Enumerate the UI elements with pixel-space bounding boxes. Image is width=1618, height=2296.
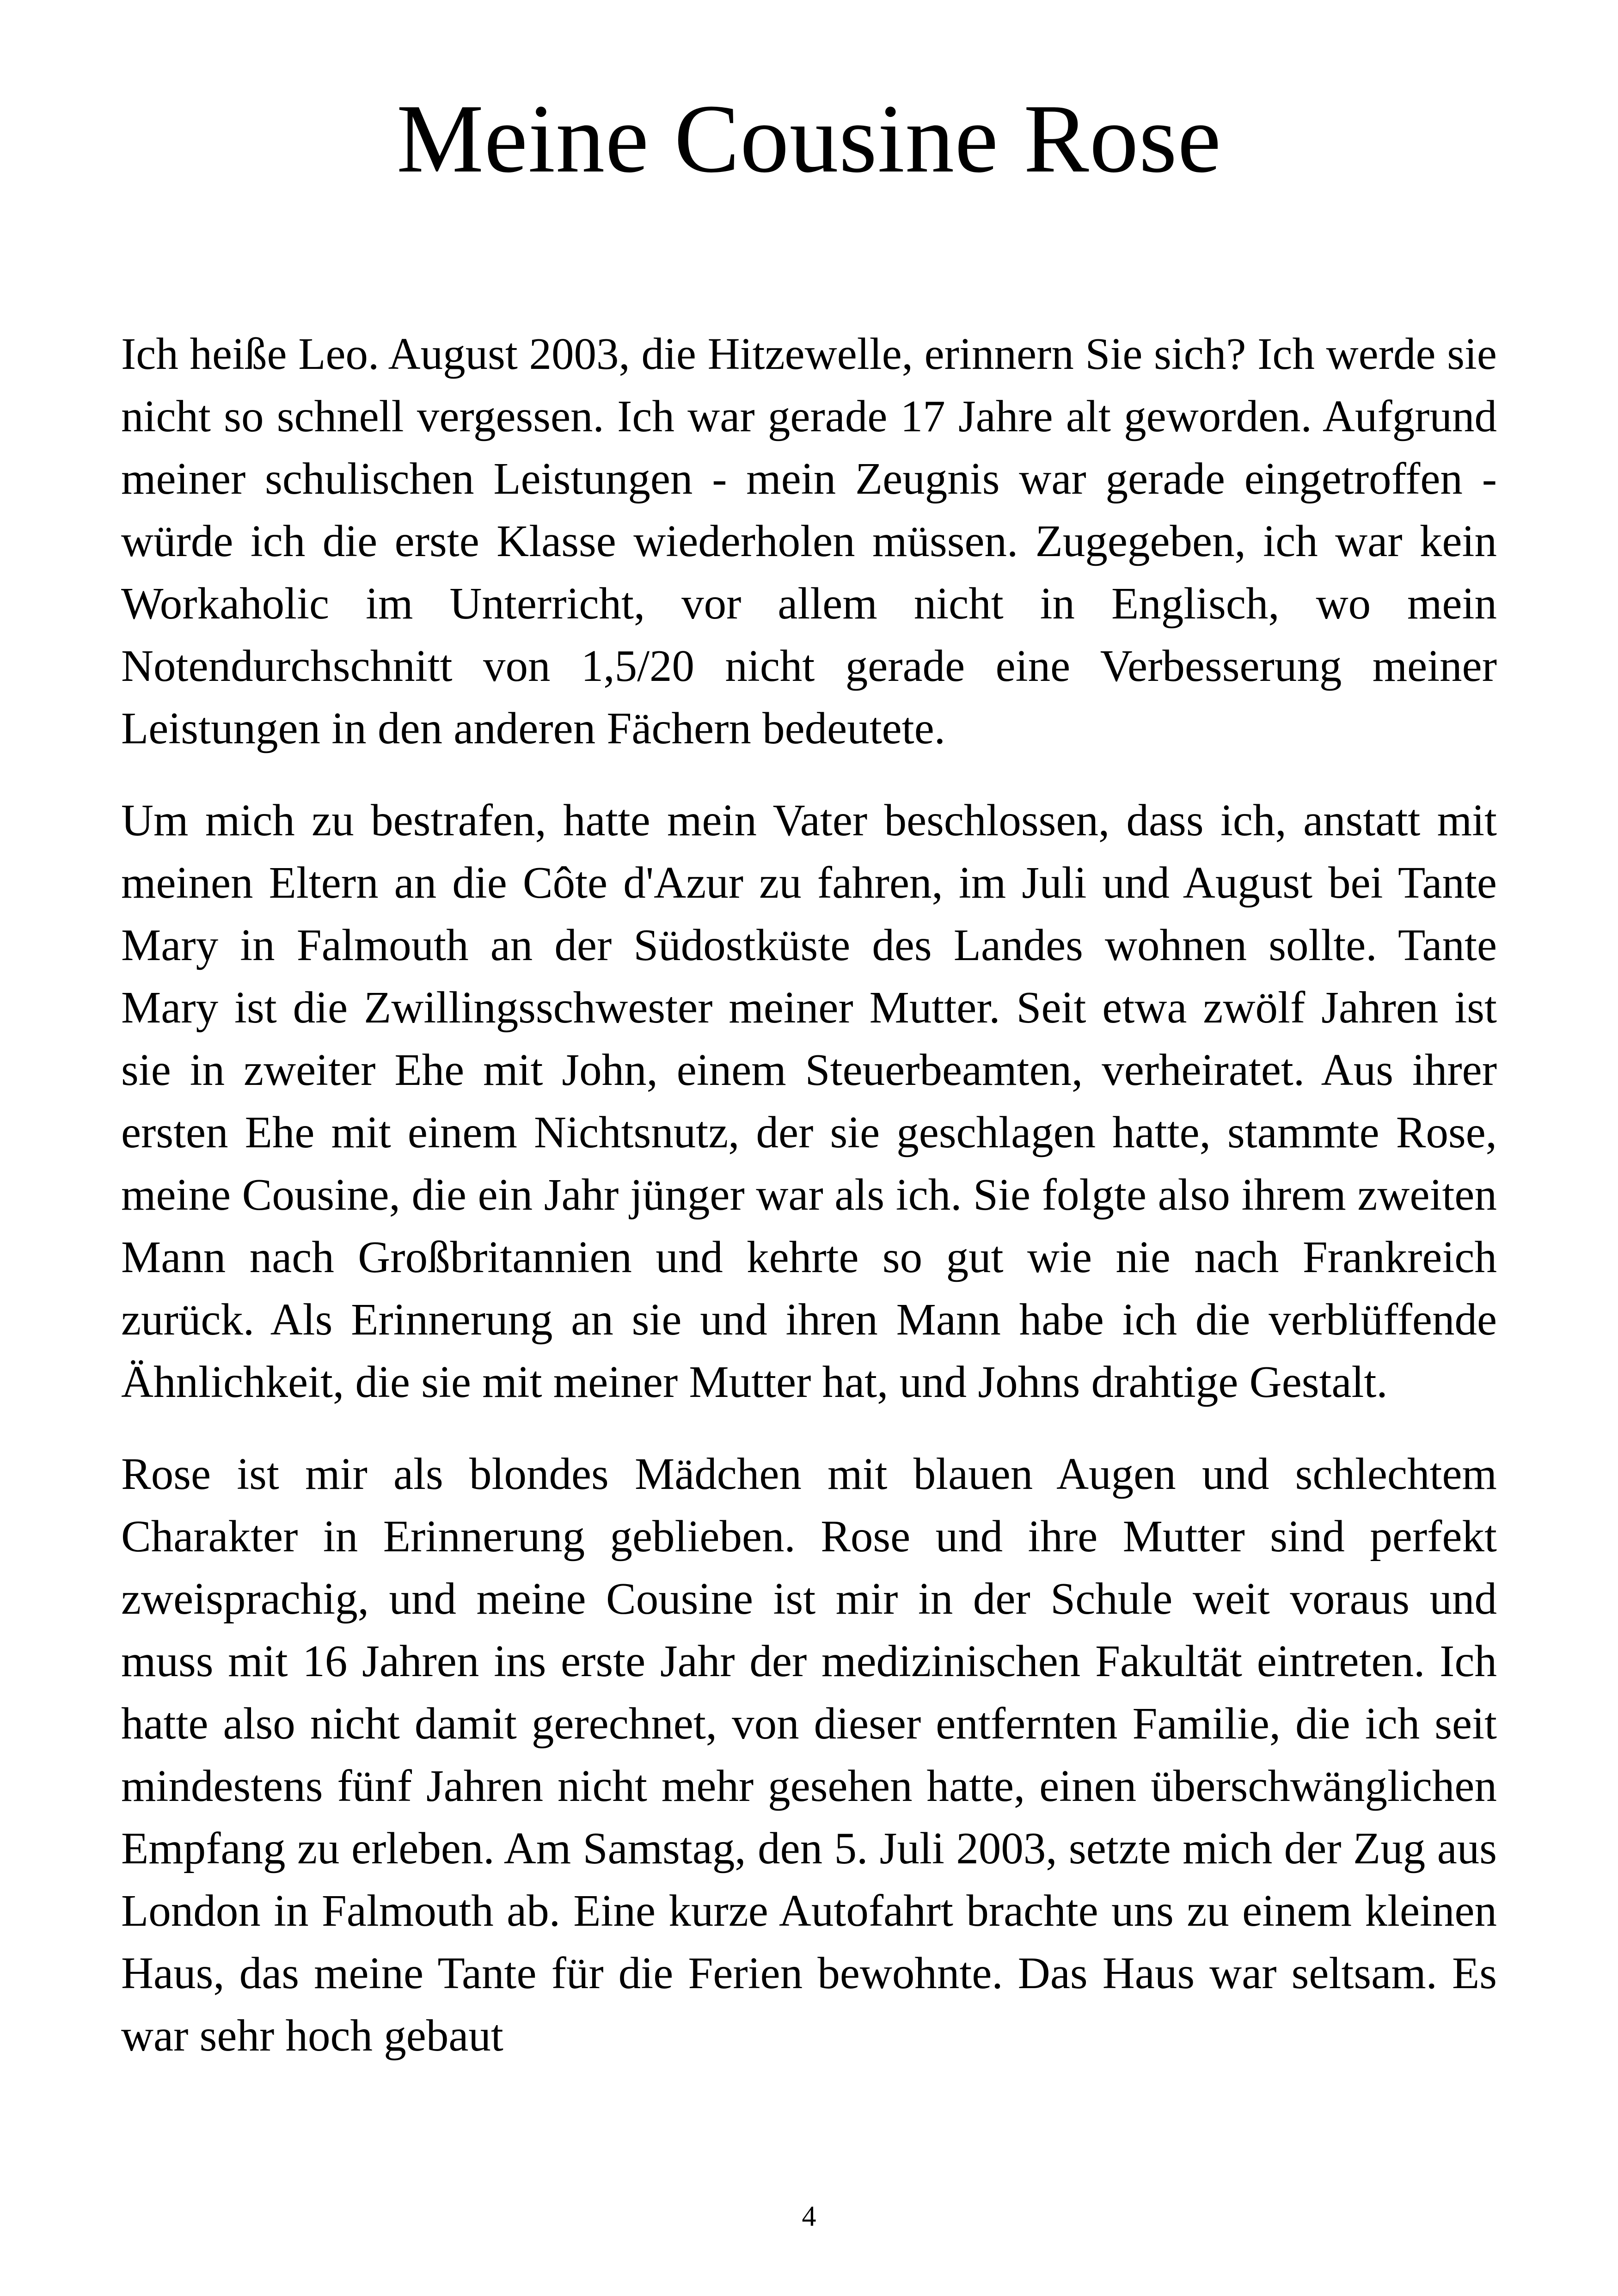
page-title: Meine Cousine Rose	[396, 84, 1222, 193]
page-number: 4	[802, 2201, 816, 2232]
paragraph-1: Ich heiße Leo. August 2003, die Hitzewelle, erinnern Sie sich? Ich werde sie nicht so schnell vergessen. Ich war gerade 17 Jahre alt geworden. Aufgrund meiner schulischen Leistungen - mein Zeugnis war gerade eingetroffen - würde ich die erste Klasse wiederholen müssen. Zugegeben, ich war kein Workaholic im Unterricht, vor allem nicht in Englisch, wo mein Notendurchschnitt von 1,5/20 nicht gerade eine Verbesserung meiner Leistungen in den anderen Fächern bedeutete.	[121, 329, 1497, 753]
body-text	[121, 323, 1497, 2096]
paragraph-3: Rose ist mir als blondes Mädchen mit blauen Augen und schlechtem Charakter in Erinnerung geblieben. Rose und ihre Mutter sind perfekt zweisprachig, und meine Cousine ist mir in der Schule weit voraus und muss mit 16 Jahren ins erste Jahr der medizinischen Fakultät eintreten. Ich hatte also nicht damit gerechnet, von dieser entfernten Familie, die ich seit mindestens fünf Jahren nicht mehr gesehen hatte, einen überschwänglichen Empfang zu erleben. Am Samstag, den 5. Juli 2003, setzte mich der Zug aus London in Falmouth ab. Eine kurze Autofahrt brachte uns zu einem kleinen Haus, das meine Tante für die Ferien bewohnte. Das Haus war seltsam. Es war sehr hoch gebaut	[121, 1449, 1497, 2060]
paragraph-2: Um mich zu bestrafen, hatte mein Vater beschlossen, dass ich, anstatt mit meinen Eltern an die Côte d'Azur zu fahren, im Juli und August bei Tante Mary in Falmouth an der Südostküste des Landes wohnen sollte. Tante Mary ist die Zwillingsschwester meiner Mutter. Seit etwa zwölf Jahren ist sie in zweiter Ehe mit John, einem Steuerbeamten, verheiratet. Aus ihrer ersten Ehe mit einem Nichtsnutz, der sie geschlagen hatte, stammte Rose, meine Cousine, die ein Jahr jünger war als ich. Sie folgte also ihrem zweiten Mann nach Großbritannien und kehrte so gut wie nie nach Frankreich zurück. Als Erinnerung an sie und ihren Mann habe ich die verblüffende Ähnlichkeit, die sie mit meiner Mutter hat, und Johns drahtige Gestalt.	[121, 796, 1497, 1407]
